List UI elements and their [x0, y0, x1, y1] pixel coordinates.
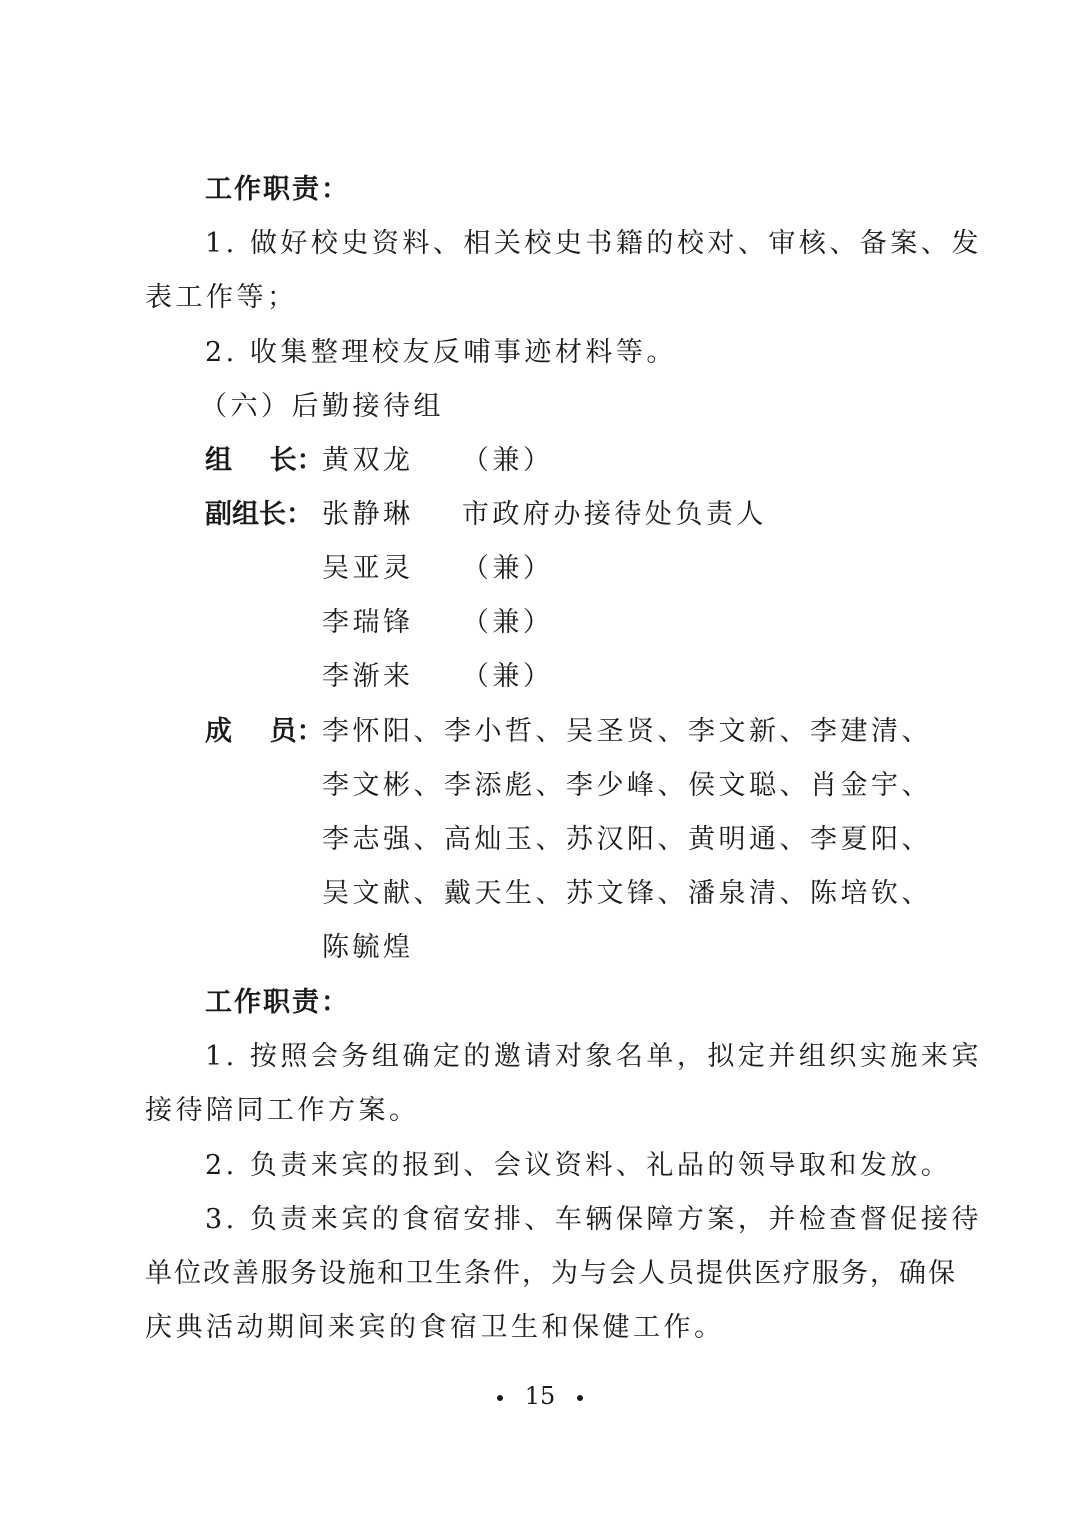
member-list-line: 李文彬、李添彪、李少峰、侯文聪、肖金宇、 [322, 770, 932, 801]
member-list-line: 李怀阳、李小哲、吴圣贤、李文新、李建清、 [322, 716, 932, 747]
section-heading: 工作职责： [205, 987, 350, 1018]
duty-item: 3. 负责来宾的食宿安排、车辆保障方案，并检查督促接待 [205, 1204, 982, 1235]
deputy-name: 李瑞锋 （兼） [322, 607, 554, 638]
duty-item: 1. 做好校史资料、相关校史书籍的校对、审核、备案、发 [205, 228, 982, 259]
member-list-line: 陈毓煌 [322, 932, 414, 963]
bullet-dot [577, 1395, 583, 1401]
duty-item: 2. 负责来宾的报到、会议资料、礼品的领导取和发放。 [205, 1150, 952, 1181]
page-number: 15 [524, 1382, 556, 1410]
page-footer [0, 1378, 1080, 1414]
duty-item-continued: 庆典活动期间来宾的食宿卫生和保健工作。 [145, 1312, 725, 1343]
deputy-name: 张静琳 市政府办接待处负责人 [322, 499, 767, 530]
duty-item-continued: 接待陪同工作方案。 [145, 1095, 420, 1126]
bullet-dot [497, 1395, 503, 1401]
deputy-name: 吴亚灵 （兼） [322, 553, 554, 584]
leader-label: 组 长： [205, 445, 324, 476]
duty-item-continued: 表工作等； [145, 282, 298, 313]
group-title: （六）后勤接待组 [200, 391, 444, 422]
deputy-label: 副组长： [205, 499, 313, 530]
deputy-name: 李渐来 （兼） [322, 661, 554, 692]
section-heading: 工作职责： [205, 174, 350, 205]
member-list-line: 吴文献、戴天生、苏文锋、潘泉清、陈培钦、 [322, 878, 932, 909]
member-list-line: 李志强、高灿玉、苏汉阳、黄明通、李夏阳、 [322, 824, 932, 855]
member-label: 成 员： [205, 716, 324, 747]
duty-item: 2. 收集整理校友反哺事迹材料等。 [205, 337, 677, 368]
duty-item: 1. 按照会务组确定的邀请对象名单，拟定并组织实施来宾 [205, 1041, 982, 1072]
duty-item-continued: 单位改善服务设施和卫生条件，为与会人员提供医疗服务，确保 [145, 1258, 957, 1289]
leader-name: 黄双龙 （兼） [322, 445, 554, 476]
